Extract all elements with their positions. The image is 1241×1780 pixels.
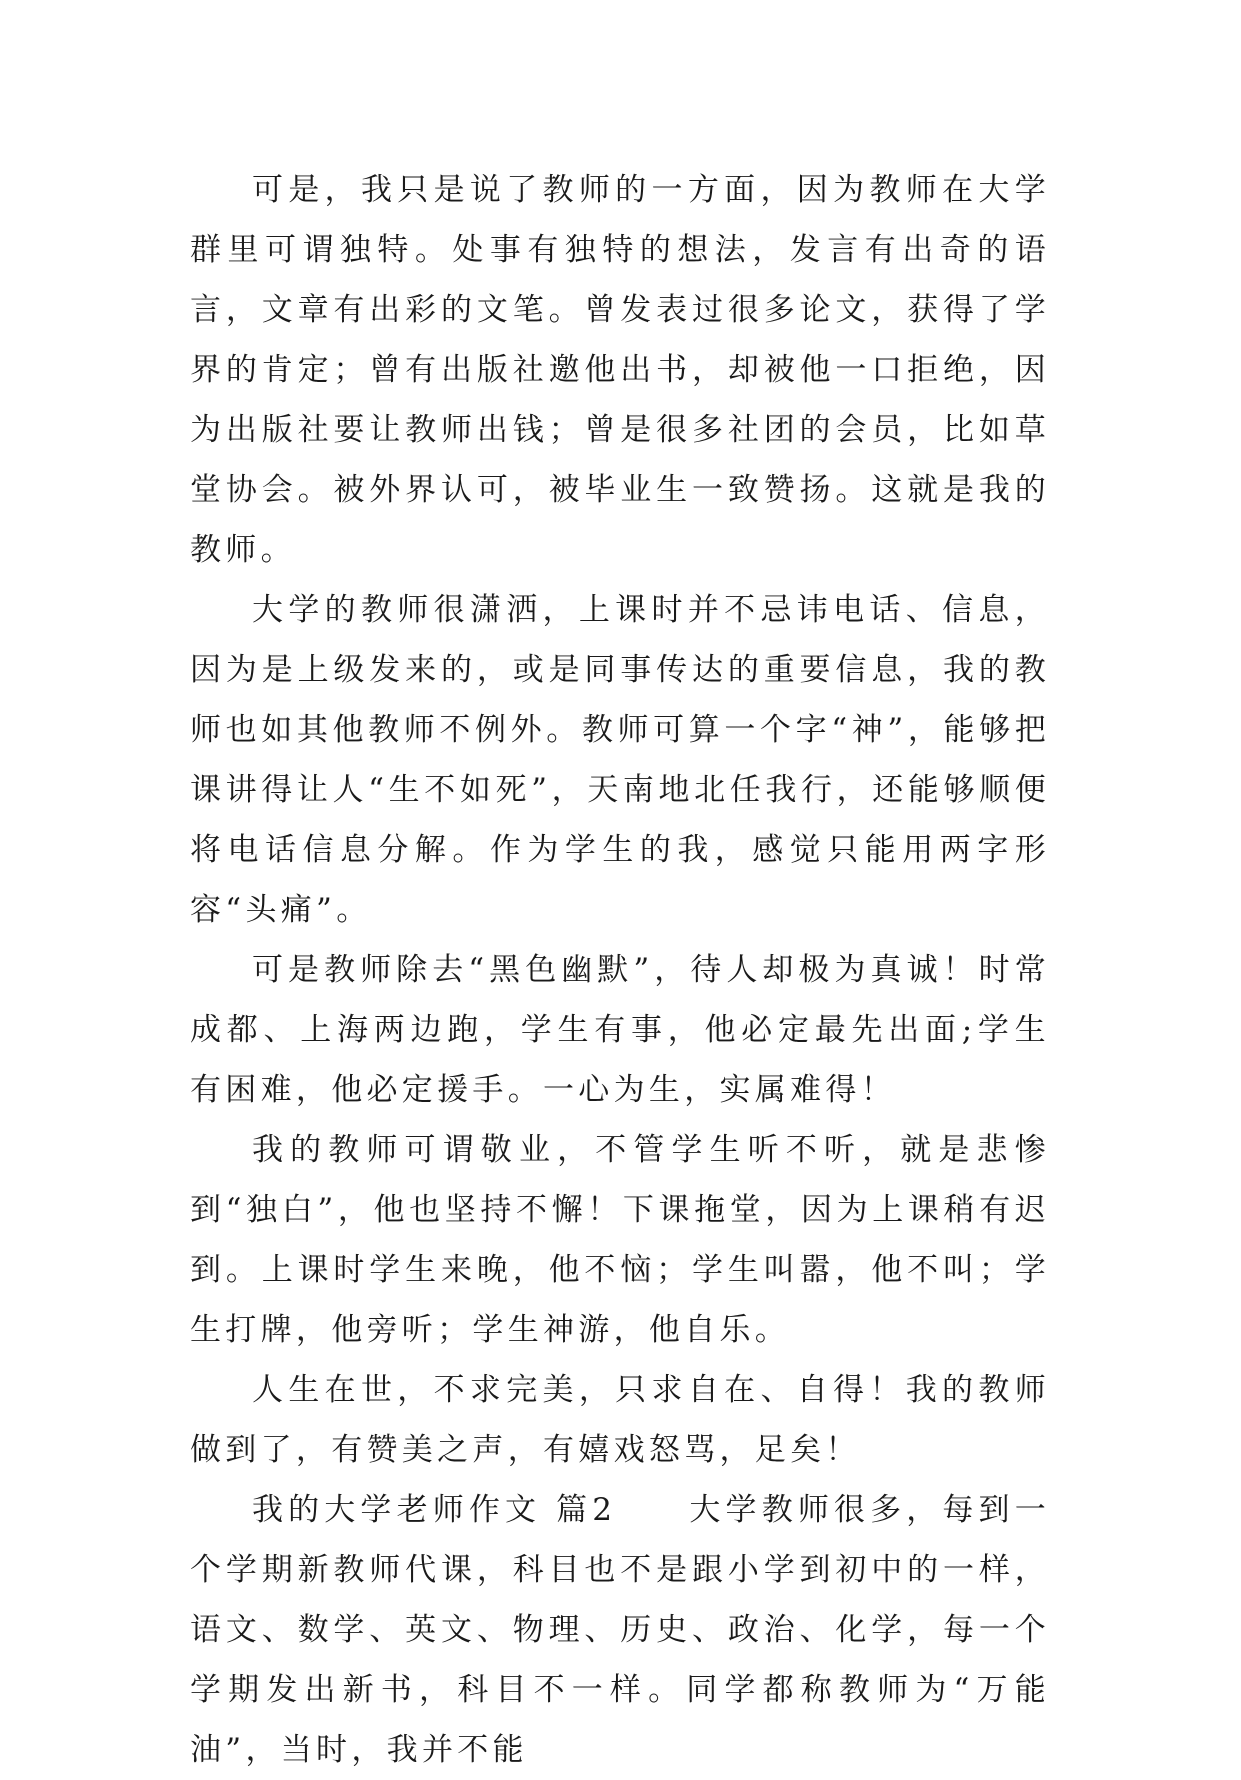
document-body bbox=[190, 160, 1050, 1780]
paragraph: 我的大学老师作文 篇2 大学教师很多，每到一个学期新教师代课，科目也不是跟小学到初中的一样，语文、数学、英文、物理、历史、政治、化学，每一个学期发出新书，科目不一样。同学都称教师为“万能油”，当时，我并不能 bbox=[190, 1492, 1050, 1768]
paragraph: 我的教师可谓敬业，不管学生听不听，就是悲惨到“独白”，他也坚持不懈！下课拖堂，因为上课稍有迟到。上课时学生来晚，他不恼；学生叫嚣，他不叫；学生打牌，他旁听；学生神游，他自乐。 bbox=[190, 1132, 1050, 1348]
paragraph: 人生在世，不求完美，只求自在、自得！我的教师做到了，有赞美之声，有嬉戏怒骂，足矣！ bbox=[190, 1372, 1050, 1468]
paragraph: 可是，我只是说了教师的一方面，因为教师在大学群里可谓独特。处事有独特的想法，发言有出奇的语言，文章有出彩的文笔。曾发表过很多论文，获得了学界的肯定；曾有出版社邀他出书，却被他一口拒绝，因为出版社要让教师出钱；曾是很多社团的会员，比如草堂协会。被外界认可，被毕业生一致赞扬。这就是我的教师。 bbox=[190, 172, 1050, 568]
paragraph: 可是教师除去“黑色幽默”，待人却极为真诚！时常成都、上海两边跑，学生有事，他必定最先出面;学生有困难，他必定援手。一心为生，实属难得！ bbox=[190, 952, 1050, 1108]
paragraph: 大学的教师很潇洒，上课时并不忌讳电话、信息，因为是上级发来的，或是同事传达的重要信息，我的教师也如其他教师不例外。教师可算一个字“神”，能够把课讲得让人“生不如死”，天南地北任我行，还能够顺便将电话信息分解。作为学生的我，感觉只能用两字形容“头痛”。 bbox=[190, 592, 1050, 928]
